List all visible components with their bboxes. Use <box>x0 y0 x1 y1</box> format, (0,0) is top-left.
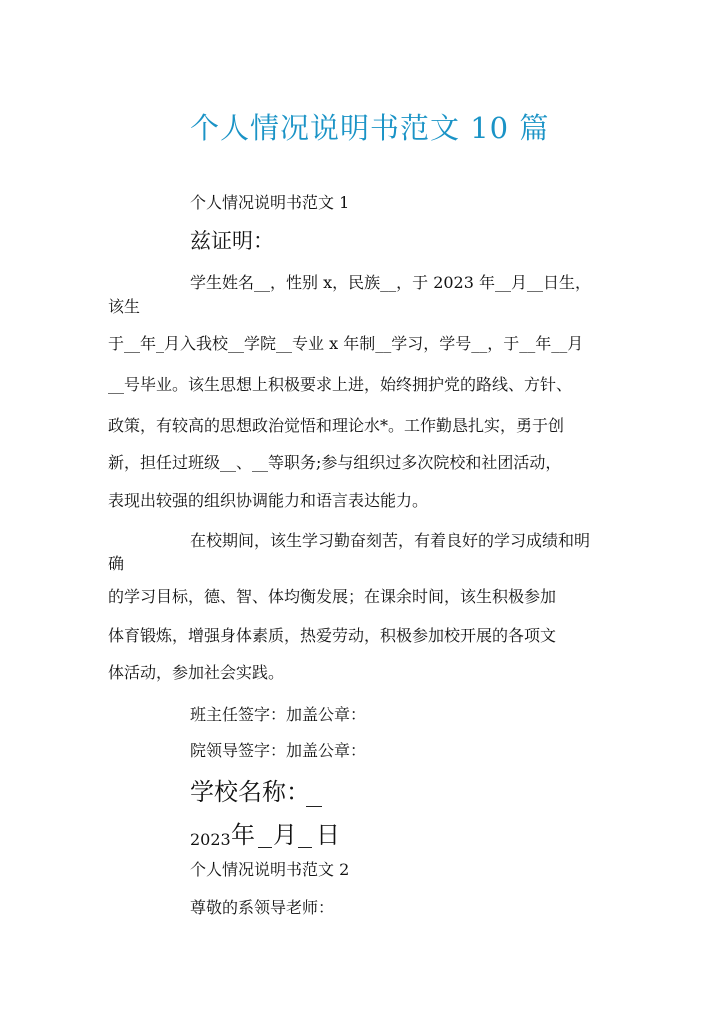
section-heading-1: 个人情况说明书范文 1 <box>190 193 350 212</box>
paragraph-2-line-1: 在校期间，该生学习勤奋刻苦，有着良好的学习成绩和明 <box>190 531 591 550</box>
date-month-blank <box>258 847 272 848</box>
paragraph-1-line-2: 该生 <box>108 297 141 316</box>
school-name-label: 学校名称： <box>190 778 310 806</box>
paragraph-1-line-1: 学生姓名__，性别 x，民族__，于 2023 年__月__日生， <box>190 273 592 292</box>
date-day-char: 日 <box>316 821 340 849</box>
date-year: 2023 <box>190 830 231 849</box>
salutation-2: 尊敬的系领导老师： <box>190 898 335 917</box>
paragraph-1-line-7: 表现出较强的组织协调能力和语言表达能力。 <box>108 491 429 510</box>
date-day-blank <box>298 847 312 848</box>
paragraph-2-line-2: 确 <box>108 554 125 573</box>
school-name-blank <box>306 806 322 807</box>
paragraph-2-line-4: 体育锻炼，增强身体素质，热爱劳动，积极参加校开展的各项文 <box>108 626 557 645</box>
teacher-signature-line: 班主任签字：加盖公章： <box>190 705 367 724</box>
date-month-char: 月 <box>273 821 297 849</box>
paragraph-2-line-5: 体活动，参加社会实践。 <box>108 663 285 682</box>
date-year-char: 年 <box>231 821 255 849</box>
section-heading-2: 个人情况说明书范文 2 <box>190 860 350 879</box>
salutation-1: 兹证明： <box>190 229 274 253</box>
paragraph-2-line-3: 的学习目标，德、智、体均衡发展；在课余时间，该生积极参加 <box>108 587 557 606</box>
paragraph-1-line-5: 政策，有较高的思想政治觉悟和理论水*。工作勤恳扎实，勇于创 <box>108 416 565 435</box>
leader-signature-line: 院领导签字：加盖公章： <box>190 741 367 760</box>
paragraph-1-line-3: 于__年_月入我校__学院__专业 x 年制__学习，学号__，于__年__月 <box>108 334 584 353</box>
document-title: 个人情况说明书范文 10 篇 <box>190 111 550 145</box>
paragraph-1-line-4: __号毕业。该生思想上积极要求上进，始终拥护党的路线、方针、 <box>108 375 573 394</box>
paragraph-1-line-6: 新，担任过班级__、__等职务;参与组织过多次院校和社团活动， <box>108 453 562 472</box>
